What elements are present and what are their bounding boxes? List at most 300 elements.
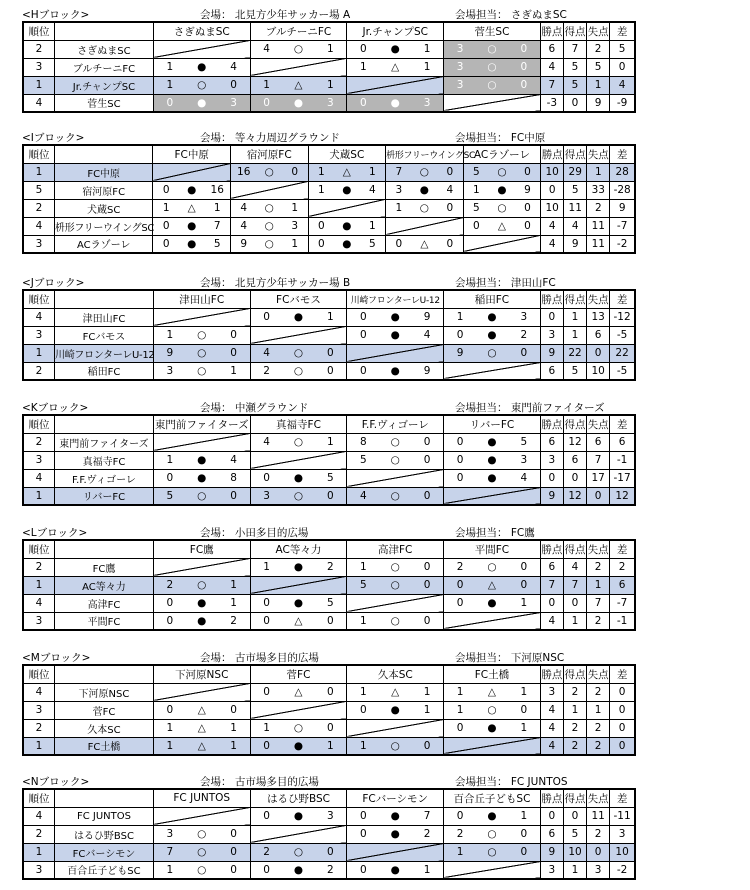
duty-team: さぎぬまSC [510, 9, 567, 21]
score-group [251, 862, 347, 879]
venue-name: 北見方少年サッカー場 B [234, 277, 351, 289]
score-group [464, 200, 541, 217]
home-score: 2 [456, 828, 464, 840]
result-mark: △ [187, 202, 196, 214]
points: 4 [540, 719, 563, 737]
team-row [23, 487, 635, 505]
goals-against: 2 [587, 199, 610, 217]
result-mark: ● [342, 220, 352, 232]
away-score: 9 [524, 184, 531, 196]
match-result [250, 737, 347, 755]
team-name: FC JUNTOS [55, 807, 154, 825]
self-match-cell [250, 701, 347, 719]
header-gd: 差 [610, 415, 635, 433]
home-score: 3 [166, 828, 174, 840]
goals-for: 5 [563, 362, 586, 380]
goal-diff: -11 [610, 807, 635, 825]
goal-diff: 0 [610, 683, 635, 701]
match-result [250, 487, 347, 505]
score-group [464, 218, 541, 235]
result-mark: △ [197, 739, 206, 752]
home-score: 4 [263, 347, 270, 359]
points: 4 [540, 612, 563, 630]
result-mark: ● [487, 472, 497, 484]
away-score: 0 [230, 704, 237, 716]
match-result [250, 94, 347, 112]
self-match-cell [444, 487, 541, 505]
block-header [22, 399, 636, 414]
score-group [444, 808, 540, 825]
goals-for: 0 [563, 469, 586, 487]
result-mark: ○ [264, 220, 274, 232]
match-result [153, 344, 250, 362]
self-match-cell [347, 344, 444, 362]
away-score: 1 [230, 579, 237, 591]
score-group [251, 434, 347, 451]
score-group [347, 95, 443, 112]
header-opponent: Jr.チャンプSC [347, 22, 444, 40]
score-group [347, 808, 443, 825]
goals-against: 11 [587, 235, 610, 253]
match-result [250, 308, 347, 326]
goals-for: 5 [564, 181, 587, 199]
score-group [347, 826, 443, 843]
duty-label: 会場担当： [455, 402, 508, 414]
self-match-cell [463, 235, 541, 253]
block-2 [22, 274, 636, 381]
result-mark: △ [294, 614, 303, 627]
result-mark: △ [342, 166, 351, 178]
header-opponent: FC中原 [153, 145, 231, 163]
score-group [251, 808, 347, 825]
away-score: 0 [291, 166, 299, 178]
away-score: 16 [210, 184, 224, 196]
team-name: FC鷹 [55, 558, 154, 576]
score-group [386, 182, 463, 199]
result-mark: ● [342, 184, 352, 196]
away-score: 0 [423, 489, 431, 502]
home-score: 0 [359, 96, 367, 109]
goals-for: 12 [563, 433, 586, 451]
self-match-cell [153, 807, 250, 825]
score-group [309, 182, 386, 199]
header-gd: 差 [610, 540, 635, 558]
match-result [444, 807, 541, 825]
duty-text [455, 400, 605, 415]
result-mark: ● [197, 472, 207, 484]
goals-for: 1 [563, 326, 586, 344]
goal-diff: 10 [610, 843, 635, 861]
venue-label: 会場： [200, 277, 232, 289]
block-name: <Nブロック> [22, 776, 90, 788]
goals-for: 1 [563, 612, 586, 630]
standings-table [22, 414, 636, 506]
result-mark: ● [293, 311, 304, 323]
rank-cell: 1 [23, 737, 55, 755]
header-opponent: はるひ野BSC [250, 789, 347, 807]
rank-cell: 1 [23, 344, 55, 362]
rank-cell: 2 [23, 433, 55, 451]
result-mark: ○ [487, 828, 497, 840]
away-score: 0 [327, 364, 334, 377]
result-mark: ○ [390, 436, 400, 448]
team-name: FCバーシモン [55, 843, 154, 861]
header-team-blank [55, 540, 154, 558]
home-score: 1 [263, 722, 270, 734]
match-result [347, 40, 444, 58]
duty-label: 会場担当： [455, 527, 508, 539]
goals-against: 11 [587, 217, 610, 235]
away-score: 2 [423, 828, 431, 840]
goals-against: 0 [587, 344, 610, 362]
home-score: 7 [395, 166, 403, 178]
self-match-cell [250, 58, 347, 76]
away-score: 1 [520, 810, 528, 822]
venue-label: 会場： [200, 9, 232, 21]
rank-cell: 3 [23, 235, 54, 253]
block-4 [22, 524, 636, 631]
home-score: 0 [359, 364, 367, 377]
result-mark: ○ [197, 329, 207, 341]
match-result [347, 737, 444, 755]
goals-for: 4 [563, 558, 586, 576]
result-mark: △ [391, 61, 400, 73]
score-group [444, 345, 540, 362]
duty-label: 会場担当： [455, 652, 508, 664]
score-group [251, 684, 347, 701]
match-result [153, 719, 250, 737]
result-mark: ● [419, 184, 429, 196]
team-name: さぎぬまSC [55, 40, 154, 58]
match-result [250, 594, 347, 612]
match-result [444, 344, 541, 362]
header-opponent: 百合丘子どもSC [444, 789, 541, 807]
score-group [251, 844, 347, 861]
self-match-cell [153, 308, 250, 326]
header-opponent: 下河原NSC [153, 665, 250, 683]
team-name: 平間FC [55, 612, 154, 630]
goals-against: 11 [587, 807, 610, 825]
score-group [347, 559, 443, 576]
home-score: 0 [359, 810, 367, 822]
goals-against: 0 [587, 487, 610, 505]
score-group [347, 738, 443, 755]
points: 0 [540, 594, 563, 612]
home-score: 2 [166, 579, 174, 591]
away-score: 0 [327, 722, 334, 734]
standings-table [22, 788, 636, 880]
score-group [347, 684, 443, 701]
away-score: 7 [423, 810, 431, 822]
score-group [444, 470, 540, 487]
goal-diff: 3 [610, 825, 635, 843]
goals-for: 11 [564, 199, 587, 217]
match-result [250, 469, 347, 487]
header-opponent: FC鷹 [153, 540, 250, 558]
away-score: 1 [230, 597, 237, 609]
rank-cell: 2 [23, 558, 55, 576]
duty-label: 会場担当： [455, 776, 508, 788]
points: 6 [540, 362, 563, 380]
home-score: 0 [166, 614, 174, 627]
home-score: 1 [166, 863, 174, 876]
header-opponent: FCバモス [250, 290, 347, 308]
duty-team: FC鷹 [510, 527, 535, 539]
result-mark: ○ [197, 846, 207, 858]
self-match-cell [444, 737, 541, 755]
result-mark: △ [487, 579, 496, 591]
goals-against: 2 [587, 612, 610, 630]
result-mark: △ [497, 220, 506, 232]
away-score: 0 [423, 614, 431, 627]
team-name: 津田山FC [55, 308, 154, 326]
points: 9 [540, 843, 563, 861]
result-mark: ● [187, 237, 197, 250]
result-mark: ○ [293, 364, 304, 377]
rank-cell: 4 [23, 308, 55, 326]
away-score: 0 [230, 329, 237, 341]
points: 0 [540, 807, 563, 825]
score-group [347, 862, 443, 879]
result-mark: ○ [264, 166, 274, 178]
self-match-cell [153, 433, 250, 451]
team-row [23, 594, 635, 612]
score-group [444, 41, 540, 58]
self-match-cell [347, 719, 444, 737]
home-score: 1 [359, 614, 367, 627]
header-team-blank [55, 789, 154, 807]
header-opponent: FC土橋 [444, 665, 541, 683]
away-score: 0 [520, 61, 528, 73]
match-result [386, 181, 464, 199]
goals-for: 1 [563, 308, 586, 326]
header-opponent: 宿河原FC [230, 145, 308, 163]
venue-name: 北見方少年サッカー場 A [234, 9, 351, 21]
home-score: 0 [473, 220, 480, 232]
team-row [23, 825, 635, 843]
duty-team: 下河原NSC [510, 652, 565, 664]
goals-for: 2 [563, 683, 586, 701]
home-score: 0 [456, 436, 464, 448]
block-name: <Lブロック> [22, 527, 88, 539]
rank-cell: 1 [23, 843, 55, 861]
result-mark: ○ [487, 704, 497, 716]
away-score: 1 [520, 686, 528, 698]
away-score: 0 [230, 489, 237, 502]
score-group [251, 363, 347, 380]
away-score: 0 [423, 436, 431, 448]
score-group [444, 434, 540, 451]
venue-name: 小田多目的広場 [234, 527, 309, 539]
match-result [230, 199, 308, 217]
match-result [153, 701, 250, 719]
team-row [23, 433, 635, 451]
header-gf: 得点 [563, 415, 586, 433]
score-group [154, 577, 250, 594]
match-result [347, 701, 444, 719]
away-score: 1 [291, 237, 299, 250]
away-score: 5 [327, 472, 334, 484]
home-score: 0 [263, 597, 270, 609]
home-score: 0 [162, 237, 170, 250]
score-group [444, 577, 540, 594]
match-result [444, 76, 541, 94]
header-opponent: FC JUNTOS [153, 789, 250, 807]
venue-text [200, 400, 308, 415]
result-mark: ● [497, 184, 507, 196]
self-match-cell [444, 362, 541, 380]
home-score: 2 [263, 846, 270, 858]
match-result [444, 825, 541, 843]
home-score: 9 [166, 347, 174, 359]
team-row [23, 861, 635, 879]
venue-text [200, 774, 319, 789]
rank-cell: 3 [23, 701, 55, 719]
self-match-cell [230, 181, 308, 199]
block-6 [22, 773, 636, 880]
match-result [347, 362, 444, 380]
home-score: 0 [162, 220, 170, 232]
team-name: はるひ野BSC [55, 825, 154, 843]
home-score: 0 [263, 863, 270, 876]
result-mark: ● [293, 472, 304, 484]
home-score: 4 [263, 43, 270, 55]
home-score: 3 [166, 364, 174, 377]
team-row [23, 737, 635, 755]
header-rank: 順位 [23, 665, 55, 683]
goal-diff: 6 [610, 576, 635, 594]
score-group [309, 218, 386, 235]
match-result [153, 326, 250, 344]
score-group [347, 488, 443, 505]
home-score: 0 [263, 311, 270, 323]
away-score: 8 [230, 472, 237, 484]
match-result [308, 163, 386, 181]
home-score: 0 [359, 329, 367, 341]
away-score: 0 [524, 202, 531, 214]
score-group [231, 164, 308, 181]
points: 7 [540, 76, 563, 94]
away-score: 1 [423, 61, 431, 73]
score-group [251, 738, 347, 755]
rank-cell: 2 [23, 825, 55, 843]
block-header [22, 129, 636, 144]
away-score: 1 [423, 863, 431, 876]
result-mark: ○ [487, 43, 497, 55]
team-name: FCバモス [55, 326, 154, 344]
home-score: 1 [166, 329, 174, 341]
header-gf: 得点 [563, 665, 586, 683]
away-score: 0 [524, 166, 531, 178]
team-name: 宿河原FC [54, 181, 153, 199]
home-score: 0 [395, 237, 403, 250]
goals-for: 29 [564, 163, 587, 181]
match-result [444, 451, 541, 469]
score-group [154, 327, 250, 344]
away-score: 1 [230, 722, 237, 734]
score-group [347, 702, 443, 719]
team-row [23, 843, 635, 861]
home-score: 1 [456, 311, 464, 323]
away-score: 1 [423, 686, 431, 698]
block-3 [22, 399, 636, 506]
score-group [251, 77, 347, 94]
away-score: 0 [446, 166, 454, 178]
home-score: 1 [263, 561, 270, 573]
home-score: 9 [456, 347, 464, 359]
score-group [154, 95, 250, 112]
away-score: 4 [230, 61, 237, 73]
match-result [153, 737, 250, 755]
score-group [386, 200, 463, 217]
team-row [23, 451, 635, 469]
result-mark: ● [293, 863, 304, 876]
team-name: FC中原 [54, 163, 153, 181]
away-score: 0 [423, 579, 431, 591]
team-name: ブルチーニFC [55, 58, 154, 76]
rank-cell: 3 [23, 612, 55, 630]
header-gd: 差 [610, 290, 635, 308]
score-group [154, 363, 250, 380]
result-mark: ● [197, 614, 207, 627]
rank-cell: 4 [23, 94, 55, 112]
result-mark: ● [487, 311, 497, 323]
venue-label: 会場： [200, 402, 232, 414]
match-result [463, 217, 541, 235]
away-score: 3 [423, 96, 431, 109]
away-score: 2 [230, 614, 237, 627]
score-group [386, 236, 463, 253]
result-mark: △ [391, 686, 400, 698]
home-score: 1 [166, 722, 174, 734]
result-mark: ○ [390, 579, 400, 591]
result-mark: ○ [390, 561, 400, 573]
rank-cell: 1 [23, 163, 54, 181]
result-mark: ● [187, 220, 197, 232]
result-mark: ○ [419, 166, 429, 178]
score-group [444, 720, 540, 737]
score-group [154, 59, 250, 76]
self-match-cell [308, 199, 386, 217]
header-w: 勝点 [540, 789, 563, 807]
match-result [444, 308, 541, 326]
match-result [153, 861, 250, 879]
rank-cell: 3 [23, 451, 55, 469]
result-mark: ● [293, 739, 304, 752]
goals-against: 9 [587, 94, 610, 112]
match-result [386, 163, 464, 181]
home-score: 1 [263, 79, 270, 91]
rank-cell: 2 [23, 362, 55, 380]
header-team-blank [55, 290, 154, 308]
score-group [153, 182, 230, 199]
points: 6 [540, 825, 563, 843]
away-score: 9 [423, 311, 431, 323]
away-score: 1 [327, 739, 334, 752]
goal-diff: 4 [610, 76, 635, 94]
points: 10 [541, 163, 564, 181]
away-score: 0 [446, 237, 454, 250]
result-mark: ○ [487, 846, 497, 858]
header-row [23, 540, 635, 558]
header-opponent: さぎぬまSC [153, 22, 250, 40]
header-w: 勝点 [540, 415, 563, 433]
header-opponent: F.F.ヴィゴーレ [347, 415, 444, 433]
venue-text [200, 525, 308, 540]
home-score: 5 [359, 454, 367, 466]
block-1 [22, 129, 636, 254]
match-result [308, 235, 386, 253]
